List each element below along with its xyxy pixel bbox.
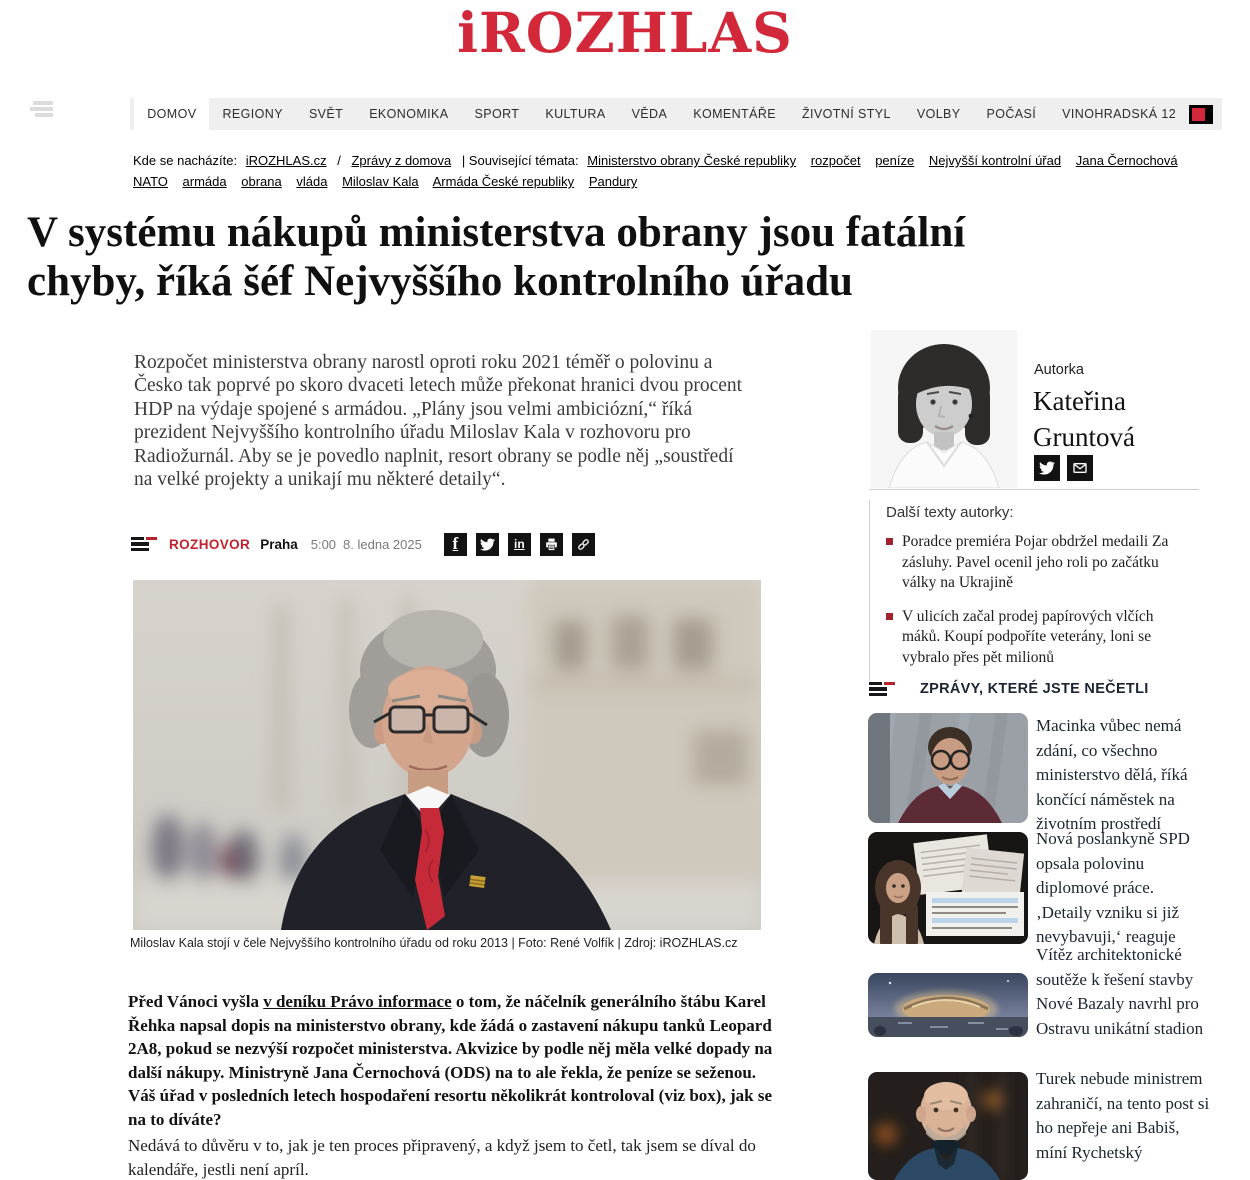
main-navigation [65, 98, 1222, 130]
nav-item-komentare[interactable]: KOMENTÁŘE [693, 107, 776, 121]
article-title [27, 208, 1202, 306]
nav-item-vinohradska-12[interactable]: VINOHRADSKÁ 12 [1062, 107, 1177, 121]
article-place: Praha [260, 536, 298, 552]
question-text: o tom, že náčelník generálního štábu Karel Řehka napsal dopis na ministerstvo obrany, kde žádá o zastavení nákupu tanků Leopard 2A8, pokud se nezvýší rozpočet ministerstva. Akvizice by podle něj měla velké dopady na další nákupy. Ministryně Jana Černochová (ODS) na to ale řekla, že peníze se seženou. Váš úřad v posledních letech hospodaření resortu několikrát kontroloval (viz box), jak se na to díváte? [128, 992, 773, 1129]
photo-caption: Miloslav Kala stojí v čele Nejvyššího kontrolního úřadu od roku 2013 | Foto: René Volfík | Zdroj: iROZHLAS.cz [130, 936, 738, 950]
unread-item-thumbnail[interactable] [868, 973, 1028, 1037]
article-time: 5:00 [310, 536, 337, 552]
unread-item-thumbnail[interactable] [868, 1072, 1028, 1180]
topic-link[interactable]: Ministerstvo obrany České republiky [587, 153, 797, 168]
nav-item-volby[interactable]: VOLBY [916, 107, 961, 121]
unread-section-title: ZPRÁVY, KTERÉ JSTE NEČETLI [920, 681, 1149, 697]
topic-link[interactable]: Nejvyšší kontrolní úřad [928, 153, 1062, 168]
author-label: Autorka [1034, 362, 1084, 378]
topic-link[interactable]: Miloslav Kala [342, 174, 419, 189]
article-lead: Rozpočet ministerstva obrany narostl oproti roku 2021 téměř o polovinu a Česko tak poprvé po skoro dvaceti letech může překonat hranici dvou procent HDP na výdaje spojené s armádou. „Plány jsou velmi ambiciózní,“ říká prezident Nejvyššího kontrolního úřadu Miloslav Kala v rozhovoru pro Radiožurnál. Aby se je povedlo naplnit, resort obrany se podle něj „soustředí na velké projekty a unikají mu některé detaily“. [134, 351, 743, 490]
nav-blank-box[interactable] [65, 98, 130, 130]
nav-item-pocasi[interactable]: POČASÍ [986, 107, 1037, 121]
brand-stripes-muted-icon [30, 101, 56, 118]
facebook-share-icon[interactable]: f [444, 533, 467, 556]
unread-item-title[interactable]: Nová poslankyně SPD opsala polovinu diplomové práce. ‚Detaily vzniku si již nevybavuji,‘ reaguje [1036, 829, 1190, 946]
topic-link[interactable]: Armáda České republiky [432, 174, 575, 189]
sidebar-divider [869, 489, 1199, 490]
nav-item-svet[interactable]: SVĚT [308, 107, 344, 121]
topic-link[interactable]: NATO [133, 174, 168, 189]
breadcrumb-label: Kde se nacházíte: [133, 153, 238, 168]
pravo-article-link[interactable]: v deníku Právo informace [263, 992, 452, 1011]
topic-link[interactable]: Jana Černochová [1075, 153, 1178, 168]
article-title-line1: V systému nákupů ministerstva obrany jsou fatální [27, 209, 966, 256]
print-icon[interactable] [540, 533, 563, 556]
author-avatar [871, 330, 1017, 488]
unread-section-header [869, 681, 1149, 697]
author-article-link[interactable]: V ulicích začal prodej papírových vlčích máků. Koupí podpoříte veterány, loni se vybralo přes pět milionů [886, 607, 1190, 669]
brand-stripes-icon [869, 682, 895, 697]
author-twitter-icon[interactable] [1034, 455, 1060, 481]
breadcrumb-section-link[interactable]: Zprávy z domova [351, 153, 452, 168]
author-article-link[interactable]: Poradce premiéra Pojar obdržel medaili Za zásluhy. Pavel ocenil jeho roli po začátku války na Ukrajině [886, 532, 1190, 594]
author-more-articles [869, 500, 1199, 681]
nav-item-regiony[interactable]: REGIONY [222, 107, 283, 121]
nav-item-zivotni-styl[interactable]: ŽIVOTNÍ STYL [801, 107, 891, 121]
topic-link[interactable]: vláda [296, 174, 328, 189]
unread-item-title[interactable]: Macinka vůbec nemá zdání, co všechno ministerstvo dělá, říká končící náměstek na životním prostředí [1036, 716, 1188, 833]
article-photo [133, 580, 761, 930]
related-topics-label: | Související témata: [461, 153, 579, 168]
article-date: 8. ledna 2025 [343, 536, 422, 552]
topic-link[interactable]: armáda [182, 174, 227, 189]
nav-item-domov[interactable]: DOMOV [134, 98, 209, 130]
topic-link[interactable]: rozpočet [810, 153, 861, 168]
topic-link[interactable]: obrana [241, 174, 282, 189]
article-title-line2: chyby, říká šéf Nejvyššího kontrolního úřadu [27, 258, 853, 305]
breadcrumb [133, 150, 1191, 192]
breadcrumb-separator: / [337, 153, 341, 168]
share-buttons [444, 533, 595, 556]
author-name[interactable]: Kateřina Gruntová [1033, 386, 1135, 452]
breadcrumb-site-link[interactable]: iROZHLAS.cz [245, 153, 327, 168]
question-text: Před Vánoci vyšla [128, 992, 264, 1011]
twitter-share-icon[interactable] [476, 533, 499, 556]
author-social [1034, 455, 1093, 481]
answer-paragraph: Nedává to důvěru v to, jak je ten proces připravený, a když jsem to četl, tak jsem se díval do kalendáře, jestli není apríl. [128, 1136, 756, 1179]
author-email-icon[interactable] [1067, 455, 1093, 481]
nav-item-ekonomika[interactable]: EKONOMIKA [369, 107, 449, 121]
nav-item-sport[interactable]: SPORT [474, 107, 520, 121]
unread-item-thumbnail[interactable] [868, 832, 1028, 944]
vinohradska-12-icon[interactable] [1189, 105, 1213, 124]
topic-link[interactable]: peníze [875, 153, 915, 168]
article-meta [131, 531, 595, 557]
unread-item-title[interactable]: Turek nebude ministrem zahraničí, na tento post si ho nepřeje ani Babiš, míní Rychetský [1036, 1069, 1210, 1162]
nav-item-kultura[interactable]: KULTURA [545, 107, 606, 121]
nav-item-veda[interactable]: VĚDA [631, 107, 668, 121]
question-paragraph [128, 990, 780, 1131]
linkedin-share-icon[interactable]: in [508, 533, 531, 556]
brand-stripes-icon [131, 537, 157, 552]
unread-item-thumbnail[interactable] [868, 713, 1028, 823]
site-logo[interactable]: iROZHLAS [457, 0, 793, 65]
copy-link-icon[interactable] [572, 533, 595, 556]
more-articles-label: Další texty autorky: [886, 504, 1014, 521]
category-badge[interactable]: ROZHOVOR [169, 536, 251, 552]
unread-item-title[interactable]: Vítěz architektonické soutěže k řešení stavby Nové Bazaly navrhl pro Ostravu unikátní stadion [1036, 945, 1204, 1038]
topic-link[interactable]: Pandury [588, 174, 638, 189]
